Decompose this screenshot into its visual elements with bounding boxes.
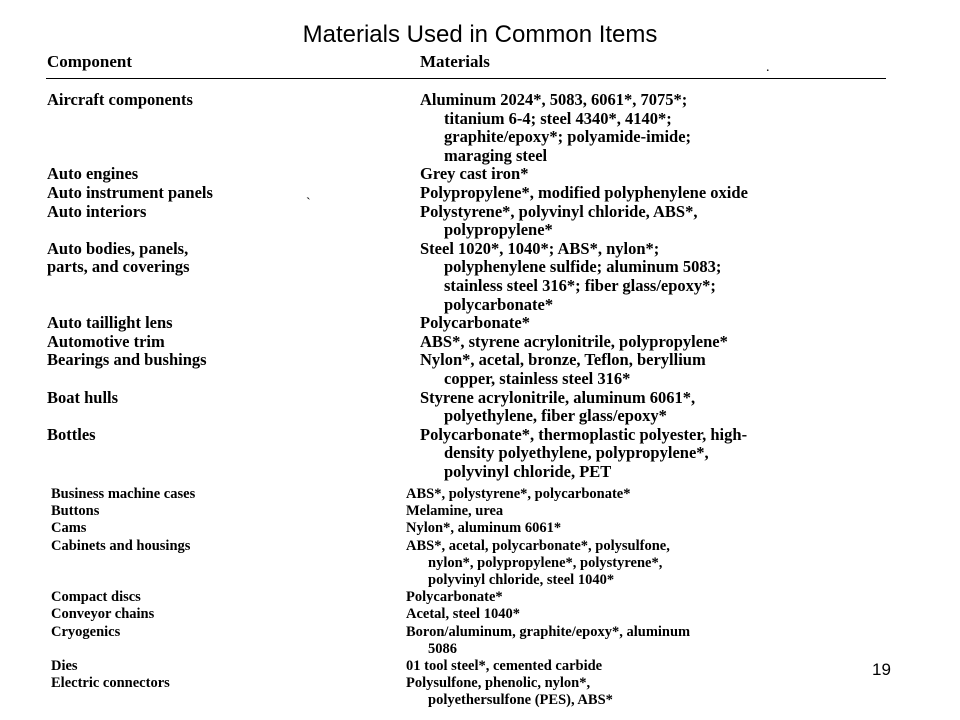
component-cell bbox=[47, 389, 118, 408]
component-cell bbox=[51, 675, 170, 692]
component-line: Cams bbox=[51, 520, 87, 537]
materials-cell bbox=[420, 184, 960, 203]
component-cell bbox=[47, 426, 96, 445]
component-line: Auto engines bbox=[47, 164, 139, 184]
materials-line: polyvinyl chloride, steel 1040* bbox=[428, 571, 615, 588]
table-row bbox=[0, 426, 960, 482]
table-row bbox=[0, 91, 960, 165]
component-line: Auto taillight lens bbox=[47, 313, 173, 333]
table-row bbox=[0, 675, 960, 709]
table-row bbox=[0, 520, 960, 537]
component-cell bbox=[51, 606, 154, 623]
component-cell bbox=[47, 314, 173, 333]
component-line: parts, and coverings bbox=[47, 257, 190, 277]
table-row bbox=[0, 240, 960, 314]
materials-line: graphite/epoxy*; polyamide-imide; bbox=[444, 127, 692, 147]
component-cell bbox=[51, 658, 78, 675]
header-materials: Materials bbox=[420, 52, 490, 71]
materials-line: Nylon*, acetal, bronze, Teflon, beryllium bbox=[420, 350, 706, 370]
materials-line: Steel 1020*, 1040*; ABS*, nylon*; bbox=[420, 238, 660, 258]
component-cell bbox=[51, 589, 141, 606]
materials-cell bbox=[420, 351, 960, 388]
materials-line: 01 tool steel*, cemented carbide bbox=[406, 657, 603, 674]
materials-line: copper, stainless steel 316* bbox=[444, 368, 631, 388]
materials-line: Polycarbonate* bbox=[406, 589, 503, 606]
materials-cell bbox=[420, 91, 960, 165]
component-line: Electric connectors bbox=[51, 675, 170, 692]
component-line: Bearings and bushings bbox=[47, 350, 207, 370]
materials-line: Acetal, steel 1040* bbox=[406, 606, 520, 623]
materials-cell bbox=[420, 333, 960, 352]
component-cell bbox=[51, 503, 99, 520]
component-cell bbox=[47, 333, 165, 352]
materials-line: stainless steel 316*; fiber glass/epoxy*; bbox=[444, 275, 716, 295]
materials-line: ABS*, styrene acrylonitrile, polypropylene* bbox=[420, 331, 728, 351]
component-cell bbox=[47, 184, 213, 203]
slide-title: Materials Used in Common Items bbox=[302, 21, 658, 48]
component-line: Compact discs bbox=[51, 589, 141, 606]
stray-mark: . bbox=[766, 60, 770, 75]
component-line: Conveyor chains bbox=[51, 606, 155, 623]
table-row bbox=[0, 314, 960, 333]
materials-cell bbox=[420, 426, 960, 482]
table-row bbox=[0, 606, 960, 623]
materials-table-upper bbox=[0, 91, 960, 481]
table-row bbox=[0, 624, 960, 658]
table-row bbox=[0, 658, 960, 675]
component-cell bbox=[47, 91, 193, 110]
component-line: Boat hulls bbox=[47, 387, 119, 407]
materials-cell bbox=[420, 240, 960, 314]
table-header bbox=[0, 52, 960, 74]
table-row bbox=[0, 503, 960, 520]
table-row bbox=[0, 389, 960, 426]
materials-line: titanium 6-4; steel 4340*, 4140*; bbox=[444, 108, 672, 128]
materials-cell bbox=[406, 624, 960, 658]
component-line: Bottles bbox=[47, 424, 96, 444]
table-row bbox=[0, 203, 960, 240]
table-row bbox=[0, 184, 960, 203]
header-rule bbox=[46, 78, 886, 79]
materials-line: Melamine, urea bbox=[406, 503, 504, 520]
component-cell bbox=[51, 624, 120, 641]
component-line: Business machine cases bbox=[51, 486, 196, 502]
component-line: Auto bodies, panels, bbox=[47, 238, 189, 258]
materials-line: ABS*, polystyrene*, polycarbonate* bbox=[406, 486, 631, 502]
table-row bbox=[0, 351, 960, 388]
header-component: Component bbox=[47, 52, 133, 71]
page-number: 19 bbox=[872, 660, 891, 679]
materials-cell bbox=[420, 165, 960, 184]
materials-line: ABS*, acetal, polycarbonate*, polysulfone, bbox=[406, 537, 670, 554]
materials-line: Nylon*, aluminum 6061* bbox=[406, 520, 562, 537]
materials-line: polyethylene, fiber glass/epoxy* bbox=[444, 406, 667, 426]
materials-line: polyethersulfone (PES), ABS* bbox=[428, 692, 613, 709]
materials-cell bbox=[406, 606, 960, 623]
materials-cell bbox=[406, 520, 960, 537]
component-line: Dies bbox=[51, 657, 78, 674]
materials-line: Polycarbonate* bbox=[420, 313, 530, 333]
materials-cell bbox=[406, 486, 960, 503]
table-row bbox=[0, 589, 960, 606]
materials-line: maraging steel bbox=[444, 145, 548, 165]
component-cell bbox=[47, 165, 138, 184]
component-cell bbox=[51, 538, 190, 555]
materials-line: polycarbonate* bbox=[444, 294, 554, 314]
materials-line: Polysulfone, phenolic, nylon*, bbox=[406, 675, 591, 692]
component-cell bbox=[47, 351, 207, 370]
table-row bbox=[0, 486, 960, 503]
materials-line: Styrene acrylonitrile, aluminum 6061*, bbox=[420, 387, 696, 407]
materials-line: density polyethylene, polypropylene*, bbox=[444, 443, 709, 463]
table-row bbox=[0, 333, 960, 352]
materials-line: Boron/aluminum, graphite/epoxy*, aluminum bbox=[406, 623, 691, 640]
materials-cell bbox=[406, 538, 960, 590]
table-row bbox=[0, 538, 960, 590]
component-line: Aircraft components bbox=[47, 90, 193, 109]
table-row bbox=[0, 165, 960, 184]
materials-table-lower bbox=[0, 486, 960, 709]
materials-line: Aluminum 2024*, 5083, 6061*, 7075*; bbox=[420, 90, 688, 109]
materials-line: polypropylene* bbox=[444, 220, 553, 240]
materials-line: Polypropylene*, modified polyphenylene oxide bbox=[420, 182, 748, 202]
component-line: Cryogenics bbox=[51, 623, 121, 640]
component-line: Buttons bbox=[51, 503, 100, 520]
materials-cell bbox=[420, 203, 960, 240]
materials-line: Polycarbonate*, thermoplastic polyester, high- bbox=[420, 424, 748, 444]
materials-cell bbox=[406, 589, 960, 606]
materials-line: polyvinyl chloride, PET bbox=[444, 461, 612, 481]
component-line: Auto interiors bbox=[47, 201, 147, 221]
component-cell bbox=[47, 203, 146, 222]
component-line: Cabinets and housings bbox=[51, 537, 191, 554]
component-cell bbox=[47, 240, 190, 277]
component-line: Auto instrument panels bbox=[47, 182, 213, 202]
component-cell bbox=[51, 520, 86, 537]
materials-cell bbox=[420, 314, 960, 333]
component-cell bbox=[51, 486, 195, 503]
materials-line: Polystyrene*, polyvinyl chloride, ABS*, bbox=[420, 201, 698, 221]
materials-cell bbox=[406, 675, 960, 709]
materials-line: nylon*, polypropylene*, polystyrene*, bbox=[428, 554, 663, 571]
component-line: Automotive trim bbox=[47, 331, 165, 351]
materials-cell bbox=[406, 503, 960, 520]
materials-line: 5086 bbox=[428, 640, 457, 657]
materials-line: polyphenylene sulfide; aluminum 5083; bbox=[444, 257, 722, 277]
materials-cell bbox=[420, 389, 960, 426]
stray-mark: ` bbox=[306, 196, 311, 211]
materials-line: Grey cast iron* bbox=[420, 164, 529, 184]
